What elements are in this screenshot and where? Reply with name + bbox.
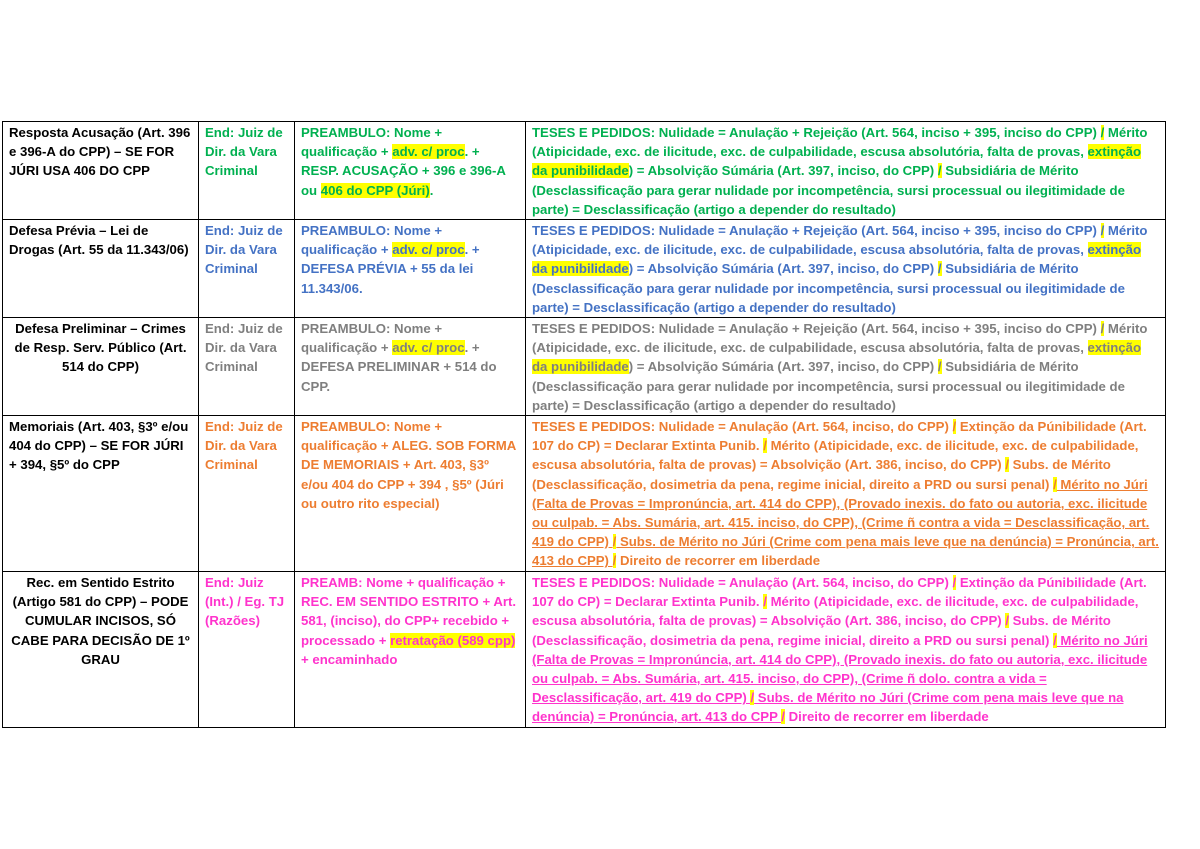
procedure-name: Defesa Preliminar – Crimes de Resp. Serv. Público (Art. 514 do CPP): [3, 318, 199, 416]
preamble-cell: PREAMBULO: Nome + qualificação + adv. c/ proc. + RESP. ACUSAÇÃO + 396 e 396-A ou 406 do CPP (Júri).: [295, 122, 526, 220]
highlight: retratação (589 cpp): [390, 632, 516, 648]
procedure-name: Memoriais (Art. 403, §3º e/ou 404 do CPP) – SE FOR JÚRI + 394, §5º do CPP: [3, 416, 199, 572]
table-row: [3, 416, 1166, 572]
procedure-name: Resposta Acusação (Art. 396 e 396-A do CPP) – SE FOR JÚRI USA 406 DO CPP: [3, 122, 199, 220]
slash-separator: /: [1005, 457, 1009, 473]
addressee-cell: End: Juiz de Dir. da Vara Criminal: [199, 220, 295, 318]
table-row: [3, 220, 1166, 318]
highlight: adv. c/ proc: [392, 340, 465, 356]
slash-separator: /: [937, 261, 942, 277]
slash-separator: /: [763, 594, 767, 610]
highlight: extinção da punibilidade: [532, 144, 1142, 179]
slash-separator: /: [937, 163, 942, 179]
addressee-cell: End: Juiz de Dir. da Vara Criminal: [199, 416, 295, 572]
slash-separator: /: [1100, 321, 1105, 337]
table-row: [3, 122, 1166, 220]
slash-separator: /: [937, 359, 942, 375]
highlight: adv. c/ proc: [392, 144, 465, 160]
slash-separator: /: [750, 690, 755, 706]
procedure-name: Defesa Prévia – Lei de Drogas (Art. 55 da 11.343/06): [3, 220, 199, 318]
highlight: 406 do CPP (Júri): [320, 182, 430, 198]
preamble-cell: PREAMBULO: Nome + qualificação + ALEG. SOB FORMA DE MEMORIAIS + Art. 403, §3º e/ou 404 do CPP + 394 , §5º (Júri ou outro rito especial): [295, 416, 526, 572]
slash-separator: /: [612, 553, 617, 569]
table-row: [3, 572, 1166, 728]
table-row: [3, 318, 1166, 416]
addressee-cell: End: Juiz de Dir. da Vara Criminal: [199, 122, 295, 220]
addressee-cell: End: Juiz (Int.) / Eg. TJ (Razões): [199, 572, 295, 728]
theses-cell: TESES E PEDIDOS: Nulidade = Anulação + Rejeição (Art. 564, inciso + 395, inciso do CPP) / Mérito (Atipicidade, exc. de ilicitude, exc. de culpabilidade, escusa absolutória, falta de provas, extinção da punibilidade) = Absolvição Súmária (Art. 397, inciso, do CPP) / Subsidiária de Mérito (Desclassificação para gerar nulidade por incompetência, sursi processual ou ilegitimidade de parte) = Desclassificação (artigo a depender do resultado): [526, 122, 1166, 220]
highlight: extinção da punibilidade: [532, 340, 1142, 375]
slash-separator: /: [952, 575, 957, 591]
slash-separator: /: [1005, 613, 1009, 629]
theses-cell: TESES E PEDIDOS: Nulidade = Anulação + Rejeição (Art. 564, inciso + 395, inciso do CPP) / Mérito (Atipicidade, exc. de ilicitude, exc. de culpabilidade, escusa absolutória, falta de provas, extinção da punibilidade) = Absolvição Súmária (Art. 397, inciso, do CPP) / Subsidiária de Mérito (Desclassificação para gerar nulidade por incompetência, sursi processual ou ilegitimidade de parte) = Desclassificação (artigo a depender do resultado): [526, 220, 1166, 318]
slash-separator: /: [1053, 476, 1057, 492]
theses-cell: TESES E PEDIDOS: Nulidade = Anulação (Art. 564, inciso, do CPP) / Extinção da Púnibilidade (Art. 107 do CP) = Declarar Extinta Punib. / Mérito (Atipicidade, exc. de ilicitude, exc. de culpabilidade, escusa absolutória, falta de provas) = Absolvição (Art. 386, inciso, do CPP) / Subs. de Mérito (Desclassificação, dosimetria da pena, regime inicial, direito a PRD ou sursi penal) / Mérito no Júri (Falta de Provas = Impronúncia, art. 414 do CPP), (Provado inexis. do fato ou autoria, exc. ilicitude ou culpab. = Abs. Sumária, art. 415. inciso, do CPP), (Crime ñ dolo. contra a vida = Desclassificação, art. 419 do CPP) / Subs. de Mérito no Júri (Crime com pena mais leve que na denúncia) = Pronúncia, art. 413 do CPP / Direito de recorrer em liberdade: [526, 572, 1166, 728]
theses-cell: TESES E PEDIDOS: Nulidade = Anulação + Rejeição (Art. 564, inciso + 395, inciso do CPP) / Mérito (Atipicidade, exc. de ilicitude, exc. de culpabilidade, escusa absolutória, falta de provas, extinção da punibilidade) = Absolvição Súmária (Art. 397, inciso, do CPP) / Subsidiária de Mérito (Desclassificação para gerar nulidade por incompetência, sursi processual ou ilegitimidade de parte) = Desclassificação (artigo a depender do resultado): [526, 318, 1166, 416]
preamble-cell: PREAMB: Nome + qualificação + REC. EM SENTIDO ESTRITO + Art. 581, (inciso), do CPP+ recebido + processado + retratação (589 cpp) + encaminhado: [295, 572, 526, 728]
theses-cell: TESES E PEDIDOS: Nulidade = Anulação (Art. 564, inciso, do CPP) / Extinção da Púnibilidade (Art. 107 do CP) = Declarar Extinta Punib. / Mérito (Atipicidade, exc. de ilicitude, exc. de culpabilidade, escusa absolutória, falta de provas) = Absolvição (Art. 386, inciso, do CPP) / Subs. de Mérito (Desclassificação, dosimetria da pena, regime inicial, direito a PRD ou sursi penal) / Mérito no Júri (Falta de Provas = Impronúncia, art. 414 do CPP), (Provado inexis. do fato ou autoria, exc. ilicitude ou culpab. = Abs. Sumária, art. 415. inciso, do CPP), (Crime ñ contra a vida = Desclassificação, art. 419 do CPP) / Subs. de Mérito no Júri (Crime com pena mais leve que na denúncia) = Pronúncia, art. 413 do CPP) / Direito de recorrer em liberdade: [526, 416, 1166, 572]
slash-separator: /: [1100, 223, 1105, 239]
slash-separator: /: [952, 419, 957, 435]
slash-separator: /: [612, 534, 617, 550]
slash-separator: /: [763, 438, 767, 454]
slash-separator: /: [1053, 632, 1057, 648]
preamble-cell: PREAMBULO: Nome + qualificação + adv. c/ proc. + DEFESA PRÉVIA + 55 da lei 11.343/06.: [295, 220, 526, 318]
preamble-cell: PREAMBULO: Nome + qualificação + adv. c/ proc. + DEFESA PRELIMINAR + 514 do CPP.: [295, 318, 526, 416]
procedures-table: [2, 121, 1166, 728]
highlight: extinção da punibilidade: [532, 242, 1142, 277]
addressee-cell: End: Juiz de Dir. da Vara Criminal: [199, 318, 295, 416]
procedure-name: Rec. em Sentido Estrito (Artigo 581 do CPP) – PODE CUMULAR INCISOS, SÓ CABE PARA DECISÃO DE 1º GRAU: [3, 572, 199, 728]
highlight: adv. c/ proc: [392, 242, 465, 258]
slash-separator: /: [1100, 125, 1105, 140]
slash-separator: /: [781, 709, 785, 725]
